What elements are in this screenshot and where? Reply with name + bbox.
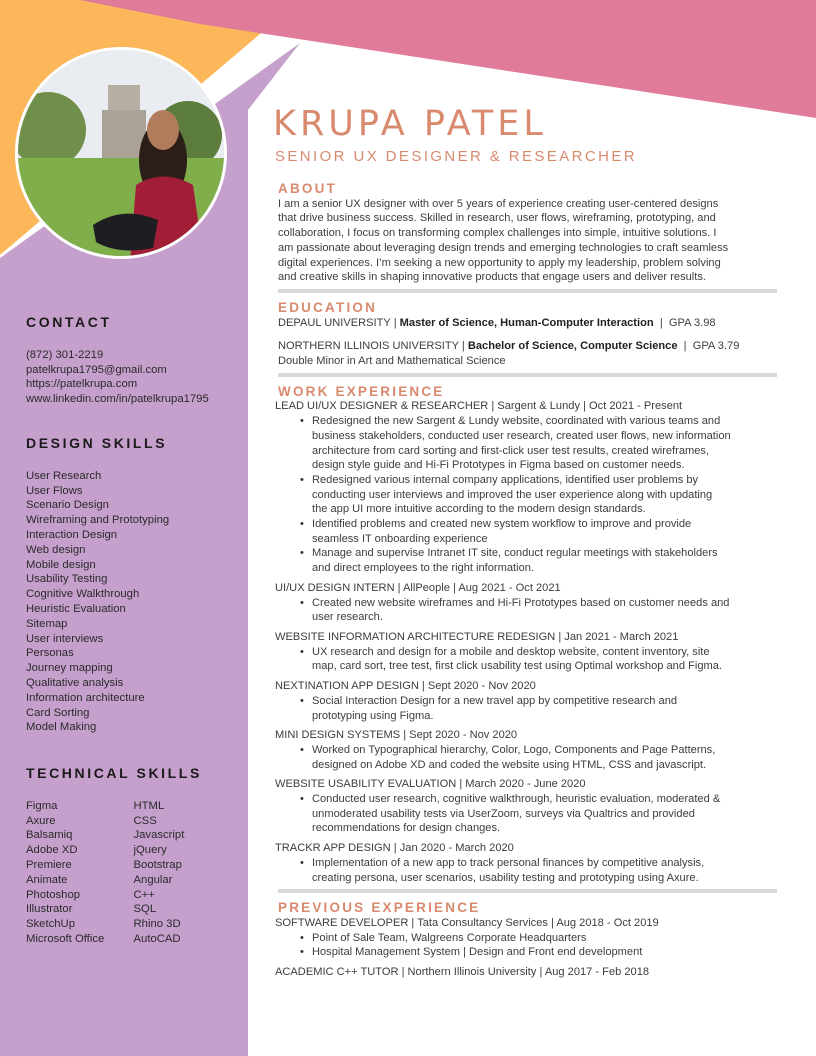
job-bullet bbox=[275, 694, 785, 723]
about-section bbox=[275, 182, 785, 293]
work-experience-list bbox=[275, 399, 785, 885]
technical-skill-item: Premiere bbox=[26, 858, 72, 871]
bullet-line: prototyping using Figma. bbox=[312, 709, 434, 722]
job-title: MINI DESIGN SYSTEMS | Sept 2020 - Nov 2020 bbox=[275, 729, 518, 742]
job-bullet bbox=[275, 517, 785, 546]
education-list bbox=[275, 316, 785, 369]
job-title: UI/UX DESIGN INTERN | AllPeople | Aug 2021 - Oct 2021 bbox=[275, 581, 561, 594]
design-skill-item: Model Making bbox=[26, 721, 97, 734]
job-bullet bbox=[275, 596, 785, 625]
education-entry bbox=[275, 339, 785, 368]
about-line: I am a senior UX designer with over 5 years of experience creating user-centered designs bbox=[278, 197, 719, 210]
design-skill-item: Information architecture bbox=[26, 691, 145, 704]
technical-skill-item: Figma bbox=[26, 799, 58, 812]
bullet-line: • Identified problems and created new system workflow to improve and provide bbox=[312, 518, 692, 531]
job-title: NEXTINATION APP DESIGN | Sept 2020 - Nov 2020 bbox=[275, 680, 536, 693]
job-bullets bbox=[275, 694, 785, 723]
gpa: | GPA 3.98 bbox=[653, 316, 716, 329]
website-link[interactable]: https://patelkrupa.com bbox=[26, 378, 138, 391]
job-title: SOFTWARE DEVELOPER | Tata Consultancy Services | Aug 2018 - Oct 2019 bbox=[275, 916, 659, 929]
section-divider bbox=[278, 289, 777, 293]
technical-skills-section bbox=[26, 766, 241, 947]
technical-skill-item: SketchUp bbox=[26, 918, 75, 931]
job-entry bbox=[275, 841, 785, 885]
full-name: KRUPA PATEL bbox=[273, 104, 547, 144]
technical-skill-item: Rhino 3D bbox=[133, 918, 181, 931]
bullet-line: creating persona, user scenarios, usability testing and prototyping using Axure. bbox=[312, 871, 699, 884]
bullet-line: architecture from card sorting and first-click user test results, created wireframes, bbox=[312, 444, 710, 457]
technical-skill-item: HTML bbox=[133, 799, 165, 812]
technical-skill-item: Microsoft Office bbox=[26, 932, 105, 945]
about-text bbox=[278, 197, 783, 285]
about-heading: ABOUT bbox=[278, 181, 337, 196]
job-bullet bbox=[275, 856, 785, 885]
job-title: LEAD UI/UX DESIGNER & RESEARCHER | Sargent & Lundy | Oct 2021 - Present bbox=[275, 400, 683, 413]
job-entry bbox=[275, 965, 785, 980]
design-skill-item: Qualitative analysis bbox=[26, 676, 124, 689]
technical-skill-item: Bootstrap bbox=[133, 858, 182, 871]
technical-skill-item: Axure bbox=[26, 814, 56, 827]
technical-skill-item: Balsamiq bbox=[26, 829, 73, 842]
design-skill-item: Wireframing and Prototyping bbox=[26, 514, 170, 527]
job-title: WEBSITE USABILITY EVALUATION | March 2020 - June 2020 bbox=[275, 778, 586, 791]
design-skill-item: Interaction Design bbox=[26, 528, 118, 541]
bullet-line: • Social Interaction Design for a new travel app by competitive research and bbox=[312, 694, 678, 707]
job-entry bbox=[275, 581, 785, 625]
design-skill-item: Scenario Design bbox=[26, 499, 109, 512]
work-experience-section bbox=[275, 385, 785, 894]
bullet-line: design style guide and Hi-Fi Prototypes in Figma based on customer needs. bbox=[312, 459, 685, 472]
technical-skill-item: Angular bbox=[133, 873, 173, 886]
previous-experience-heading: PREVIOUS EXPERIENCE bbox=[278, 900, 481, 916]
job-subtitle: SENIOR UX DESIGNER & RESEARCHER bbox=[275, 148, 637, 165]
contact-section bbox=[26, 315, 241, 407]
job-bullet bbox=[275, 792, 785, 836]
job-bullet bbox=[275, 743, 785, 772]
technical-skill-item: jQuery bbox=[133, 844, 167, 857]
technical-skills-heading: TECHNICAL SKILLS bbox=[26, 765, 202, 781]
design-skill-item: Card Sorting bbox=[26, 706, 90, 719]
school-name: DEPAUL UNIVERSITY | bbox=[278, 316, 400, 329]
job-title: ACADEMIC C++ TUTOR | Northern Illinois University | Aug 2017 - Feb 2018 bbox=[275, 966, 650, 979]
bullet-line: recommendations for design changes. bbox=[312, 822, 501, 835]
job-bullets bbox=[275, 931, 785, 960]
bullet-line: seamless IT onboarding experience bbox=[312, 532, 488, 545]
job-entry bbox=[275, 679, 785, 723]
about-line: collaboration, I focus on transforming complex challenges into simple, intuitive solutions. I bbox=[278, 227, 717, 240]
job-title: WEBSITE INFORMATION ARCHITECTURE REDESIGN | Jan 2021 - March 2021 bbox=[275, 630, 679, 643]
design-skill-item: Sitemap bbox=[26, 617, 68, 630]
job-entry bbox=[275, 916, 785, 960]
job-bullets bbox=[275, 856, 785, 885]
job-bullet bbox=[275, 546, 785, 575]
education-entry bbox=[275, 316, 785, 331]
design-skills-list bbox=[26, 469, 241, 735]
technical-skill-item: Photoshop bbox=[26, 888, 81, 901]
degree-name: Master of Science, Human-Computer Interaction bbox=[399, 316, 654, 329]
bullet-line: • Conducted user research, cognitive walkthrough, heuristic evaluation, moderated & bbox=[312, 793, 721, 806]
profile-photo bbox=[15, 47, 227, 259]
job-entry bbox=[275, 399, 785, 575]
about-line: digital experiences. I’m seeking a new opportunity to apply my leadership, problem solving bbox=[278, 256, 721, 269]
bullet-line: designed on Adobe XD and coded the website using HTML, CSS and javascript. bbox=[312, 758, 707, 771]
education-note: Double Minor in Art and Mathematical Science bbox=[278, 355, 506, 368]
education-section bbox=[275, 301, 785, 377]
bullet-line: • Implementation of a new app to track personal finances by competitive analysis, bbox=[312, 856, 705, 869]
bullet-line: • Worked on Typographical hierarchy, Color, Logo, Components and Page Patterns, bbox=[312, 743, 716, 756]
bullet-line: • Point of Sale Team, Walgreens Corporate Headquarters bbox=[312, 931, 587, 944]
design-skills-heading: DESIGN SKILLS bbox=[26, 435, 168, 451]
job-bullets bbox=[275, 645, 785, 674]
linkedin-link[interactable]: www.linkedin.com/in/patelkrupa1795 bbox=[26, 393, 209, 406]
bullet-line: • Redesigned various internal company applications, identified user problems by bbox=[312, 473, 699, 486]
technical-skills-column-1 bbox=[26, 799, 134, 947]
job-entry bbox=[275, 728, 785, 772]
education-row bbox=[278, 316, 785, 331]
design-skill-item: User Research bbox=[26, 469, 102, 482]
design-skill-item: Mobile design bbox=[26, 558, 96, 571]
job-entry bbox=[275, 777, 785, 836]
design-skill-item: Personas bbox=[26, 647, 74, 660]
bullet-line: • Created new website wireframes and Hi-Fi Prototypes based on customer needs and bbox=[312, 596, 730, 609]
design-skill-item: User interviews bbox=[26, 632, 104, 645]
degree-name: Bachelor of Science, Computer Science bbox=[467, 340, 678, 353]
job-entry bbox=[275, 630, 785, 674]
design-skill-item: Heuristic Evaluation bbox=[26, 602, 126, 615]
education-heading: EDUCATION bbox=[278, 299, 378, 315]
phone-number: (872) 301-2219 bbox=[26, 348, 104, 361]
technical-skill-item: Illustrator bbox=[26, 903, 73, 916]
contact-heading: CONTACT bbox=[26, 314, 112, 330]
bullet-line: map, card sort, tree test, first click usability test using Optimal workshop and Figma. bbox=[312, 660, 723, 673]
job-bullet bbox=[275, 414, 785, 473]
technical-skill-item: C++ bbox=[133, 888, 155, 901]
job-bullet bbox=[275, 945, 785, 960]
about-line: that drive business success. Skilled in research, user flows, wireframing, prototyping, and bbox=[278, 212, 716, 225]
job-bullets bbox=[275, 792, 785, 836]
education-row bbox=[278, 339, 785, 354]
job-bullets bbox=[275, 414, 785, 576]
school-name: NORTHERN ILLINOIS UNIVERSITY | bbox=[278, 340, 468, 353]
design-skill-item: Usability Testing bbox=[26, 573, 108, 586]
email-link[interactable]: patelkrupa1795@gmail.com bbox=[26, 363, 167, 376]
bullet-line: • Manage and supervise Intranet IT site, conduct regular meetings with stakeholders bbox=[312, 547, 718, 560]
gpa: | GPA 3.79 bbox=[677, 340, 740, 353]
work-experience-heading: WORK EXPERIENCE bbox=[278, 383, 445, 399]
bullet-line: user research. bbox=[312, 611, 383, 624]
main-content bbox=[275, 182, 785, 980]
previous-experience-section bbox=[275, 901, 785, 980]
technical-skill-item: CSS bbox=[133, 814, 157, 827]
section-divider bbox=[278, 373, 777, 377]
bullet-line: conducting user interviews and improved the user experience along with updating bbox=[312, 488, 713, 501]
design-skill-item: Journey mapping bbox=[26, 662, 113, 675]
bullet-line: and direct employees to the right information. bbox=[312, 562, 534, 575]
bullet-line: the app UI more intuitive according to the modern design standards. bbox=[312, 503, 646, 516]
job-bullets bbox=[275, 596, 785, 625]
bullet-line: unmoderated usability tests via UserZoom, surveys via Qualtrics and provided bbox=[312, 807, 695, 820]
technical-skill-item: Javascript bbox=[133, 829, 185, 842]
bullet-line: • Hospital Management System | Design and Front end development bbox=[312, 946, 643, 959]
job-bullets bbox=[275, 743, 785, 772]
technical-skill-item: SQL bbox=[133, 903, 157, 916]
job-bullet bbox=[275, 931, 785, 946]
about-line: am passionate about leveraging design trends and emerging technologies to craft seamless bbox=[278, 241, 729, 254]
previous-experience-list bbox=[275, 916, 785, 980]
about-line: and creative skills in shaping innovative products that engage users and deliver results. bbox=[278, 271, 706, 284]
bullet-line: • UX research and design for a mobile and desktop website, content inventory, site bbox=[312, 645, 710, 658]
bullet-line: • Redesigned the new Sargent & Lundy website, coordinated with various teams and bbox=[312, 415, 721, 428]
design-skill-item: Web design bbox=[26, 543, 86, 556]
bullet-line: business stakeholders, conducted user research, created user flows, new information bbox=[312, 429, 731, 442]
job-bullet bbox=[275, 473, 785, 517]
job-title: TRACKR APP DESIGN | Jan 2020 - March 2020 bbox=[275, 842, 514, 855]
job-bullet bbox=[275, 645, 785, 674]
design-skill-item: Cognitive Walkthrough bbox=[26, 588, 140, 601]
design-skills-section bbox=[26, 436, 241, 735]
technical-skills-column-2 bbox=[134, 799, 242, 947]
technical-skill-item: Adobe XD bbox=[26, 844, 78, 857]
design-skill-item: User Flows bbox=[26, 484, 83, 497]
technical-skill-item: AutoCAD bbox=[133, 932, 181, 945]
section-divider bbox=[278, 889, 777, 893]
technical-skill-item: Animate bbox=[26, 873, 68, 886]
